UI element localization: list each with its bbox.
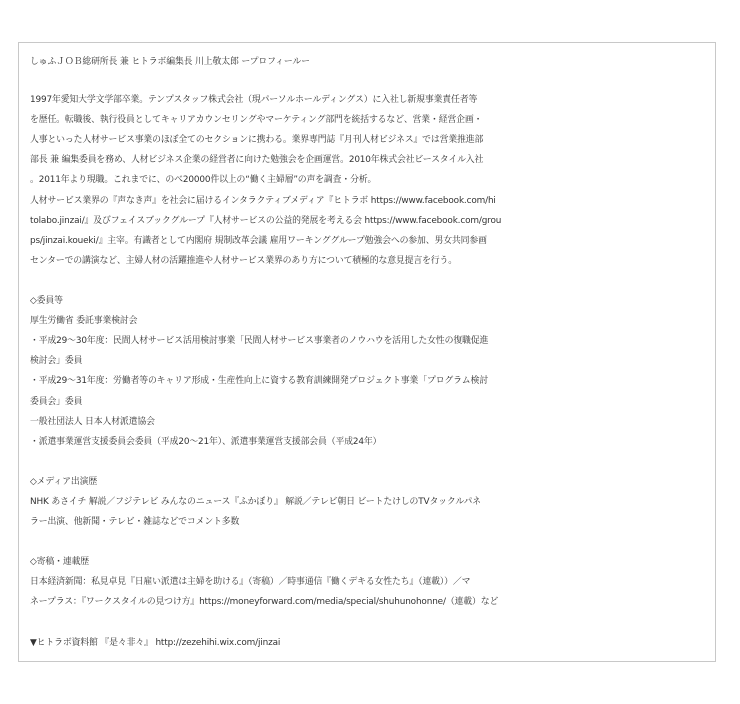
spacer [30, 452, 715, 472]
bio-line: 1997年愛知大学文学部卒業。テンプスタッフ株式会社（現パーソルホールディングス）に入社し新規事業責任者等 [30, 95, 478, 106]
media-line: NHK あさイチ 解説／フジテレビ みんなのニュース『ふかぼり』 解説／テレビ朝日 ビートたけしのTVタックルパネ [30, 496, 481, 507]
media-line: ラー出演、他新聞・テレビ・雑誌などでコメント多数 [30, 517, 240, 528]
bio-line: 。2011年より現職。これまでに、のべ20000件以上の“働く主婦層”の声を調査・分析。 [30, 175, 377, 186]
bio-line: ps/jinzai.koueki/』主宰。有識者として内閣府 規制改革会議 雇用ワーキンググループ勉強会への参加、男女共同参画 [30, 235, 487, 246]
committee-line: 厚生労働省 委託事業検討会 [30, 316, 138, 327]
spacer [30, 613, 715, 633]
media-heading: ◇メディア出演歴 [30, 476, 98, 487]
bio-line: 人材サービス業界の『声なき声』を社会に届けるインタラクティブメディア『ヒトラボ https://www.facebook.com/hi [30, 195, 496, 206]
writing-line: 日本経済新聞：私見卓見『日雇い派遣は主婦を助ける』（寄稿）／時事通信『働くデキる女性たち』（連載））／マ [30, 577, 471, 588]
media-section [30, 472, 715, 532]
bio-line: tolabo.jinzai/』及びフェイスブックグループ『人材サービスの公益的発展を考える会 https://www.facebook.com/grou [30, 215, 502, 226]
writing-section [30, 552, 715, 612]
committee-section [30, 291, 715, 452]
committee-heading: ◇委員等 [30, 296, 63, 307]
committee-line: ・派遣事業運営支援委員会委員（平成20～21年）、派遣事業運営支援部会員（平成24年） [30, 436, 382, 447]
committee-line: 一般社団法人 日本人材派遣協会 [30, 416, 155, 427]
profile-title: しゅふＪＯＢ総研所長 兼 ヒトラボ編集長 川上敬太郎 ープロフィールー [30, 57, 310, 67]
bio-line: 人事といった人材サービス事業のほぼ全てのセクションに携わる。業界専門誌『月刊人材ビジネス』では営業推進部 [30, 135, 484, 146]
committee-line: ・平成29～31年度：労働者等のキャリア形成・生産性向上に資する教育訓練開発プロジェクト事業「プログラム検討 [30, 376, 488, 387]
spacer [30, 532, 715, 552]
committee-line: 委員会」委員 [30, 396, 83, 407]
archive-link-line: ▼ヒトラボ資料館 『是々非々』 http://zezehihi.wix.com/jinzai [30, 637, 281, 648]
bio-line: 部長 兼 編集委員を務め、人材ビジネス企業の経営者に向けた勉強会を企画運営。2010年株式会社ビースタイル入社 [30, 155, 484, 166]
writing-heading: ◇寄稿・連載歴 [30, 557, 90, 568]
spacer [30, 271, 715, 291]
bio-line: センターでの講演など、主婦人材の活躍推進や人材サービス業界のあり方について積極的な意見提言を行う。 [30, 255, 457, 266]
profile-box [18, 42, 716, 662]
writing-line: ネープラス：『ワークスタイルの見つけ方』https://moneyforward.com/media/special/shuhunohonne/（連載）など [30, 597, 499, 608]
bio-line: を歴任。転職後、執行役員としてキャリアカウンセリングやマーケティング部門を統括するなど、営業・経営企画・ [30, 115, 483, 126]
bio-section [30, 90, 715, 271]
spacer [30, 72, 715, 90]
committee-line: 検討会」委員 [30, 356, 83, 367]
committee-line: ・平成29～30年度：民間人材サービス活用検討事業「民間人材サービス事業者のノウハウを活用した女性の復職促進 [30, 336, 489, 347]
